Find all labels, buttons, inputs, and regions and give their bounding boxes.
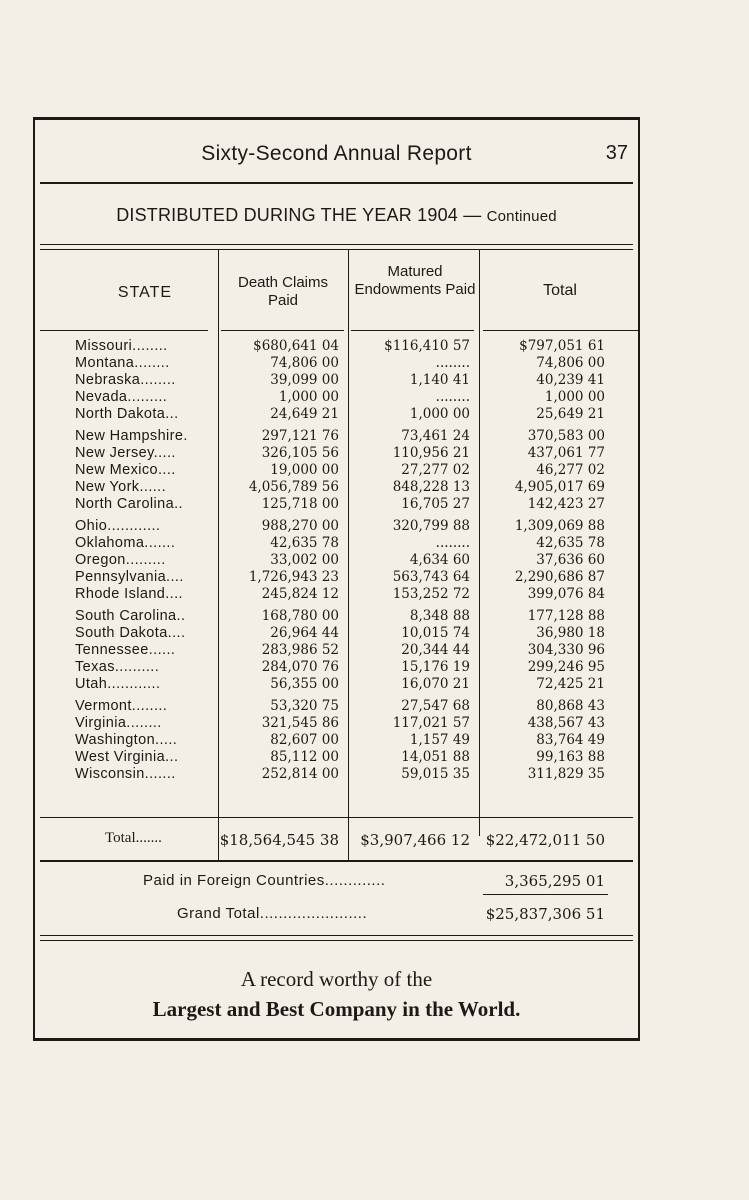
state-name: New Hampshire. xyxy=(75,428,188,444)
state-name: Oregon......... xyxy=(75,552,166,569)
total-value: 72,425 21 xyxy=(536,676,605,693)
total-value: 37,636 60 xyxy=(536,552,605,569)
total-value: 304,330 96 xyxy=(527,642,605,659)
state-name: Utah............ xyxy=(75,676,161,693)
matured-endowments-value: 20,344 44 xyxy=(401,642,470,659)
total-value: 1,000 00 xyxy=(544,389,605,406)
footer-rule-1 xyxy=(40,935,633,936)
death-claims-value: 24,649 21 xyxy=(270,406,339,423)
matured-endowments-value: 59,015 35 xyxy=(401,766,470,783)
state-name: Nevada......... xyxy=(75,389,168,406)
death-claims-value: 326,105 56 xyxy=(261,445,339,462)
matured-endowments-value: ........ xyxy=(435,355,470,372)
column-divider-2 xyxy=(348,250,349,860)
totals-total: $22,472,011 50 xyxy=(485,831,605,849)
state-name: Pennsylvania.... xyxy=(75,569,184,586)
col-head-matured: Matured Endowments Paid xyxy=(354,263,476,298)
death-claims-value: 297,121 76 xyxy=(261,428,339,444)
table-subtitle xyxy=(35,205,638,226)
head-rule-total xyxy=(483,330,638,331)
matured-endowments-value: 27,277 02 xyxy=(401,462,470,479)
death-claims-value: 85,112 00 xyxy=(270,749,339,766)
state-name: Texas.......... xyxy=(75,659,160,676)
col-head-death: Death Claims Paid xyxy=(237,274,329,309)
death-claims-value: 125,718 00 xyxy=(261,496,339,513)
total-value: 74,806 00 xyxy=(536,355,605,372)
death-claims-value: 74,806 00 xyxy=(270,355,339,372)
death-claims-value: 33,002 00 xyxy=(270,552,339,569)
state-name: New York...... xyxy=(75,479,167,496)
subtitle-main: DISTRIBUTED DURING THE YEAR 1904 — xyxy=(116,205,482,225)
total-value: 80,868 43 xyxy=(536,698,605,714)
subtitle-rule-2 xyxy=(40,249,633,250)
death-claims-value: 4,056,789 56 xyxy=(248,479,339,496)
death-claims-value: 56,355 00 xyxy=(270,676,339,693)
total-value: 311,829 35 xyxy=(527,766,605,783)
page-number: 37 xyxy=(605,142,628,164)
head-rule-death xyxy=(221,330,344,331)
total-value: 299,246 95 xyxy=(527,659,605,676)
column-divider-3 xyxy=(479,250,480,836)
totals-death: $18,564,545 38 xyxy=(219,831,339,849)
column-divider-1 xyxy=(218,250,219,860)
total-value: 438,567 43 xyxy=(527,715,605,732)
report-title: Sixty-Second Annual Report xyxy=(201,142,472,165)
matured-endowments-value: 14,051 88 xyxy=(401,749,470,766)
matured-endowments-value: $116,410 57 xyxy=(384,338,470,354)
death-claims-value: 321,545 86 xyxy=(261,715,339,732)
matured-endowments-value: 73,461 24 xyxy=(401,428,470,444)
state-name: Montana........ xyxy=(75,355,170,372)
col-head-state: STATE xyxy=(117,284,173,301)
subtitle-rule-1 xyxy=(40,244,633,245)
total-value: 142,423 27 xyxy=(527,496,605,513)
matured-endowments-value: 1,140 41 xyxy=(409,372,470,389)
death-claims-value: 284,070 76 xyxy=(261,659,339,676)
matured-endowments-value: 848,228 13 xyxy=(392,479,470,496)
state-name: Virginia........ xyxy=(75,715,162,732)
col-head-total: Total xyxy=(543,282,577,299)
matured-endowments-value: 110,956 21 xyxy=(392,445,470,462)
total-value: 40,239 41 xyxy=(536,372,605,389)
head-rule-state xyxy=(40,330,208,331)
matured-endowments-value: 27,547 68 xyxy=(401,698,470,714)
state-name: North Dakota... xyxy=(75,406,179,423)
matured-endowments-value: 4,634 60 xyxy=(409,552,470,569)
matured-endowments-value: 320,799 88 xyxy=(392,518,470,534)
total-value: 399,076 84 xyxy=(527,586,605,603)
state-name: South Carolina.. xyxy=(75,608,186,624)
page-header xyxy=(35,142,638,174)
matured-endowments-value: 8,348 88 xyxy=(409,608,470,624)
state-name: Nebraska........ xyxy=(75,372,176,389)
state-name: West Virginia... xyxy=(75,749,179,766)
total-value: 437,061 77 xyxy=(527,445,605,462)
totals-matured: $3,907,466 12 xyxy=(360,831,470,849)
state-name: Oklahoma....... xyxy=(75,535,176,552)
death-claims-value: 53,320 75 xyxy=(270,698,339,714)
footer-line-1: A record worthy of the xyxy=(240,967,433,991)
total-value: 177,128 88 xyxy=(527,608,605,624)
matured-endowments-value: 1,000 00 xyxy=(409,406,470,423)
total-value: 83,764 49 xyxy=(536,732,605,749)
total-value: 36,980 18 xyxy=(536,625,605,642)
state-name: New Mexico.... xyxy=(75,462,176,479)
state-name: Wisconsin....... xyxy=(75,766,176,783)
total-value: 25,649 21 xyxy=(536,406,605,423)
death-claims-value: 168,780 00 xyxy=(261,608,339,624)
matured-endowments-value: 117,021 57 xyxy=(392,715,470,732)
total-value: 370,583 00 xyxy=(527,428,605,444)
state-name: New Jersey..... xyxy=(75,445,176,462)
matured-endowments-value: ........ xyxy=(435,389,470,406)
page-frame xyxy=(33,117,640,1041)
totals-top-rule xyxy=(40,817,633,818)
foreign-value: 3,365,295 01 xyxy=(504,872,605,890)
state-name: Washington..... xyxy=(75,732,178,749)
death-claims-value: 988,270 00 xyxy=(261,518,339,534)
matured-endowments-value: 15,176 19 xyxy=(401,659,470,676)
total-value: $797,051 61 xyxy=(519,338,605,354)
footer-line-2: Largest and Best Company in the World. xyxy=(152,997,521,1021)
total-value: 4,905,017 69 xyxy=(514,479,605,496)
total-value: 99,163 88 xyxy=(536,749,605,766)
state-name: Vermont........ xyxy=(75,698,168,714)
death-claims-value: 1,726,943 23 xyxy=(248,569,339,586)
foreign-label: Paid in Foreign Countries............. xyxy=(143,872,386,889)
foreign-rule xyxy=(483,894,608,895)
death-claims-value: 252,814 00 xyxy=(261,766,339,783)
death-claims-value: $680,641 04 xyxy=(253,338,339,354)
death-claims-value: 245,824 12 xyxy=(261,586,339,603)
state-name: Rhode Island.... xyxy=(75,586,183,603)
total-value: 42,635 78 xyxy=(536,535,605,552)
death-claims-value: 19,000 00 xyxy=(270,462,339,479)
state-name: Ohio............ xyxy=(75,518,161,534)
grand-total-value: $25,837,306 51 xyxy=(485,905,605,923)
state-name: Missouri........ xyxy=(75,338,168,354)
death-claims-value: 82,607 00 xyxy=(270,732,339,749)
death-claims-value: 26,964 44 xyxy=(270,625,339,642)
matured-endowments-value: 563,743 64 xyxy=(392,569,470,586)
matured-endowments-value: 1,157 49 xyxy=(409,732,470,749)
grand-total-label: Grand Total....................... xyxy=(177,905,368,922)
death-claims-value: 39,099 00 xyxy=(270,372,339,389)
state-name: South Dakota.... xyxy=(75,625,186,642)
total-value: 46,277 02 xyxy=(536,462,605,479)
matured-endowments-value: 153,252 72 xyxy=(392,586,470,603)
matured-endowments-value: 10,015 74 xyxy=(401,625,470,642)
header-rule xyxy=(40,182,633,184)
totals-label: Total....... xyxy=(105,830,162,846)
state-name: North Carolina.. xyxy=(75,496,183,513)
death-claims-value: 42,635 78 xyxy=(270,535,339,552)
matured-endowments-value: 16,070 21 xyxy=(401,676,470,693)
footer-rule-2 xyxy=(40,940,633,941)
total-value: 2,290,686 87 xyxy=(514,569,605,586)
state-name: Tennessee...... xyxy=(75,642,176,659)
death-claims-value: 1,000 00 xyxy=(278,389,339,406)
subtitle-continued: Continued xyxy=(486,208,557,225)
matured-endowments-value: ........ xyxy=(435,535,470,552)
totals-bottom-rule xyxy=(40,860,633,862)
death-claims-value: 283,986 52 xyxy=(261,642,339,659)
total-value: 1,309,069 88 xyxy=(514,518,605,534)
head-rule-matured xyxy=(351,330,474,331)
matured-endowments-value: 16,705 27 xyxy=(401,496,470,513)
